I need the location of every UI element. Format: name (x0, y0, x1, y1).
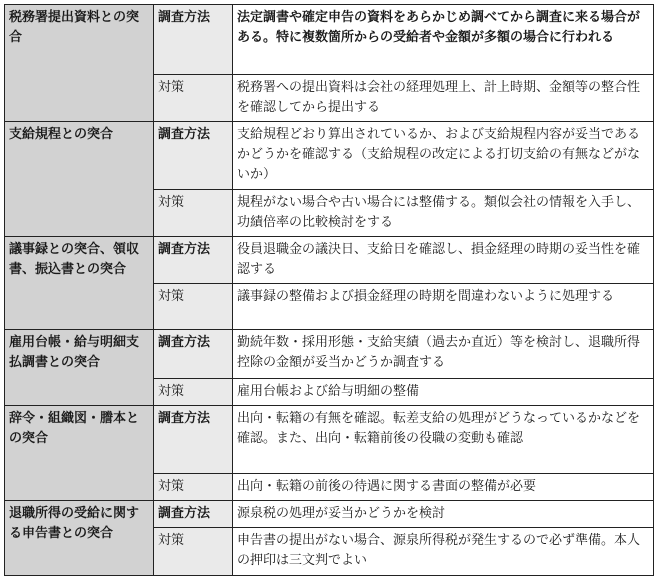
category-cell: 議事録との突合、領収書、振込書との突合 (5, 237, 154, 330)
method-cell: 勤続年数・採用形態・支給実績（過去か直近）等を検討し、退職所得控除の金額が妥当かどうか調査する (233, 330, 654, 379)
measure-label-cell: 対策 (154, 190, 233, 237)
method-label-cell: 調査方法 (154, 330, 233, 379)
audit-checklist-table (4, 4, 654, 576)
measure-cell: 出向・転籍の前後の待遇に関する書面の整備が必要 (233, 474, 654, 501)
method-label-cell: 調査方法 (154, 501, 233, 528)
table-row (5, 122, 654, 190)
measure-cell: 議事録の整備および損金経理の時期を間違わないように処理する (233, 284, 654, 330)
measure-cell: 規程がない場合や古い場合には整備する。類似会社の情報を入手し、功績倍率の比較検討をする (233, 190, 654, 237)
category-cell: 雇用台帳・給与明細支払調書との突合 (5, 330, 154, 406)
method-cell: 役員退職金の議決日、支給日を確認し、損金経理の時期の妥当性を確認する (233, 237, 654, 284)
table-row (5, 406, 654, 474)
measure-cell: 申告書の提出がない場合、源泉所得税が発生するので必ず準備。本人の押印は三文判でよい (233, 528, 654, 576)
measure-cell: 税務署への提出資料は会社の経理処理上、計上時期、金額等の整合性を確認してから提出する (233, 75, 654, 122)
category-cell: 支給規程との突合 (5, 122, 154, 237)
category-cell: 退職所得の受給に関する申告書との突合 (5, 501, 154, 576)
measure-label-cell: 対策 (154, 379, 233, 406)
method-cell: 支給規程どおり算出されているか、および支給規程内容が妥当であるかどうかを確認する（支給規程の改定による打切支給の有無などがないか） (233, 122, 654, 190)
table-row (5, 5, 654, 75)
method-cell: 法定調書や確定申告の資料をあらかじめ調べてから調査に来る場合がある。特に複数箇所からの受給者や金額が多額の場合に行われる (233, 5, 654, 75)
method-cell: 出向・転籍の有無を確認。転差支給の処理がどうなっているかなどを確認。また、出向・転籍前後の役職の変動も確認 (233, 406, 654, 474)
method-cell: 源泉税の処理が妥当かどうかを検討 (233, 501, 654, 528)
method-label-cell: 調査方法 (154, 406, 233, 474)
table-row (5, 501, 654, 528)
method-label-cell: 調査方法 (154, 237, 233, 284)
measure-label-cell: 対策 (154, 75, 233, 122)
method-label-cell: 調査方法 (154, 122, 233, 190)
table-row (5, 330, 654, 379)
category-cell: 税務署提出資料との突合 (5, 5, 154, 122)
method-label-cell: 調査方法 (154, 5, 233, 75)
measure-label-cell: 対策 (154, 284, 233, 330)
measure-label-cell: 対策 (154, 528, 233, 576)
category-cell: 辞令・組織図・謄本との突合 (5, 406, 154, 501)
measure-label-cell: 対策 (154, 474, 233, 501)
measure-cell: 雇用台帳および給与明細の整備 (233, 379, 654, 406)
table-row (5, 237, 654, 284)
